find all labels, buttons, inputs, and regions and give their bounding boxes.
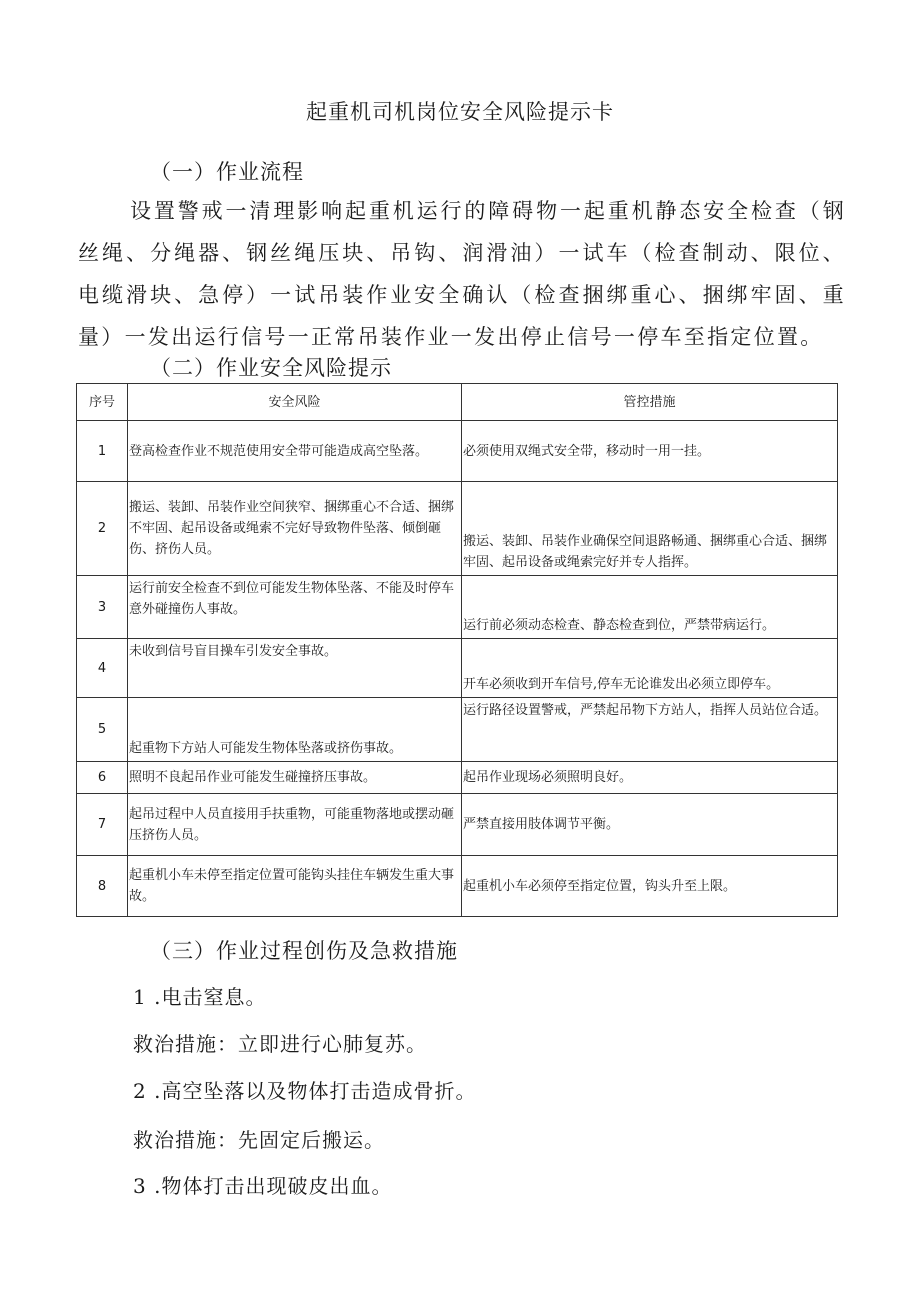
first-aid-item-3: 3 .物体打击出现破皮出血。 (133, 1174, 393, 1198)
table-row (77, 794, 838, 856)
table-header-row (77, 384, 838, 421)
risk-cell: 搬运、装卸、吊装作业空间狭窄、捆绑重心不合适、捆绑不牢固、起吊设备或绳索不完好导致物件坠落、倾倒砸伤、挤伤人员。 (128, 482, 462, 576)
header-no: 序号 (77, 384, 128, 421)
section-heading-workflow: （一）作业流程 (150, 160, 304, 184)
risk-cell: 起重机小车未停至指定位置可能钩头挂住车辆发生重大事故。 (128, 856, 462, 917)
row-number: 3 (77, 576, 128, 639)
first-aid-item-2: 2 .高空坠落以及物体打击造成骨折。 (133, 1079, 477, 1103)
risk-cell: 未收到信号盲目操车引发安全事故。 (128, 639, 462, 698)
section-heading-risk: （二）作业安全风险提示 (150, 356, 392, 380)
table-row (77, 421, 838, 482)
risk-table (76, 383, 838, 917)
control-cell: 开车必须收到开车信号,停车无论谁发出必须立即停车。 (462, 639, 838, 698)
table-row (77, 856, 838, 917)
table-row (77, 698, 838, 762)
control-cell: 必须使用双绳式安全带，移动时一用一挂。 (462, 421, 838, 482)
workflow-paragraph: 设置警戒一清理影响起重机运行的障碍物一起重机静态安全检查（钢丝绳、分绳器、钢丝绳压块、吊钩、润滑油）一试车（检查制动、限位、电缆滑块、急停）一试吊装作业安全确认（检查捆绑重心、捆绑牢固、重量）一发出运行信号一正常吊装作业一发出停止信号一停车至指定位置。 (78, 199, 846, 349)
first-aid-treatment-1: 救治措施：立即进行心肺复苏。 (133, 1032, 427, 1056)
header-risk: 安全风险 (128, 384, 462, 421)
control-cell: 运行路径设置警戒，严禁起吊物下方站人，指挥人员站位合适。 (462, 698, 838, 762)
row-number: 8 (77, 856, 128, 917)
row-number: 7 (77, 794, 128, 856)
table-row (77, 482, 838, 576)
risk-cell: 运行前安全检查不到位可能发生物体坠落、不能及时停车意外碰撞伤人事故。 (128, 576, 462, 639)
risk-cell: 起重物下方站人可能发生物体坠落或挤伤事故。 (128, 698, 462, 762)
risk-cell: 起吊过程中人员直接用手扶重物，可能重物落地或摆动砸压挤伤人员。 (128, 794, 462, 856)
control-cell: 运行前必须动态检查、静态检查到位，严禁带病运行。 (462, 576, 838, 639)
header-control: 管控措施 (462, 384, 838, 421)
row-number: 2 (77, 482, 128, 576)
row-number: 5 (77, 698, 128, 762)
row-number: 1 (77, 421, 128, 482)
table-row (77, 639, 838, 698)
first-aid-treatment-2: 救治措施：先固定后搬运。 (133, 1128, 385, 1152)
control-cell: 严禁直接用肢体调节平衡。 (462, 794, 838, 856)
table-row (77, 576, 838, 639)
control-cell: 搬运、装卸、吊装作业确保空间退路畅通、捆绑重心合适、捆绑牢固、起吊设备或绳索完好并专人指挥。 (462, 482, 838, 576)
control-cell: 起重机小车必须停至指定位置，钩头升至上限。 (462, 856, 838, 917)
row-number: 6 (77, 762, 128, 794)
row-number: 4 (77, 639, 128, 698)
section-heading-first-aid: （三）作业过程创伤及急救措施 (150, 939, 458, 963)
control-cell: 起吊作业现场必须照明良好。 (462, 762, 838, 794)
page-title: 起重机司机岗位安全风险提示卡 (306, 100, 614, 124)
risk-cell: 登高检查作业不规范使用安全带可能造成高空坠落。 (128, 421, 462, 482)
risk-cell: 照明不良起吊作业可能发生碰撞挤压事故。 (128, 762, 462, 794)
table-row (77, 762, 838, 794)
first-aid-item-1: 1 .电击窒息。 (133, 985, 267, 1009)
